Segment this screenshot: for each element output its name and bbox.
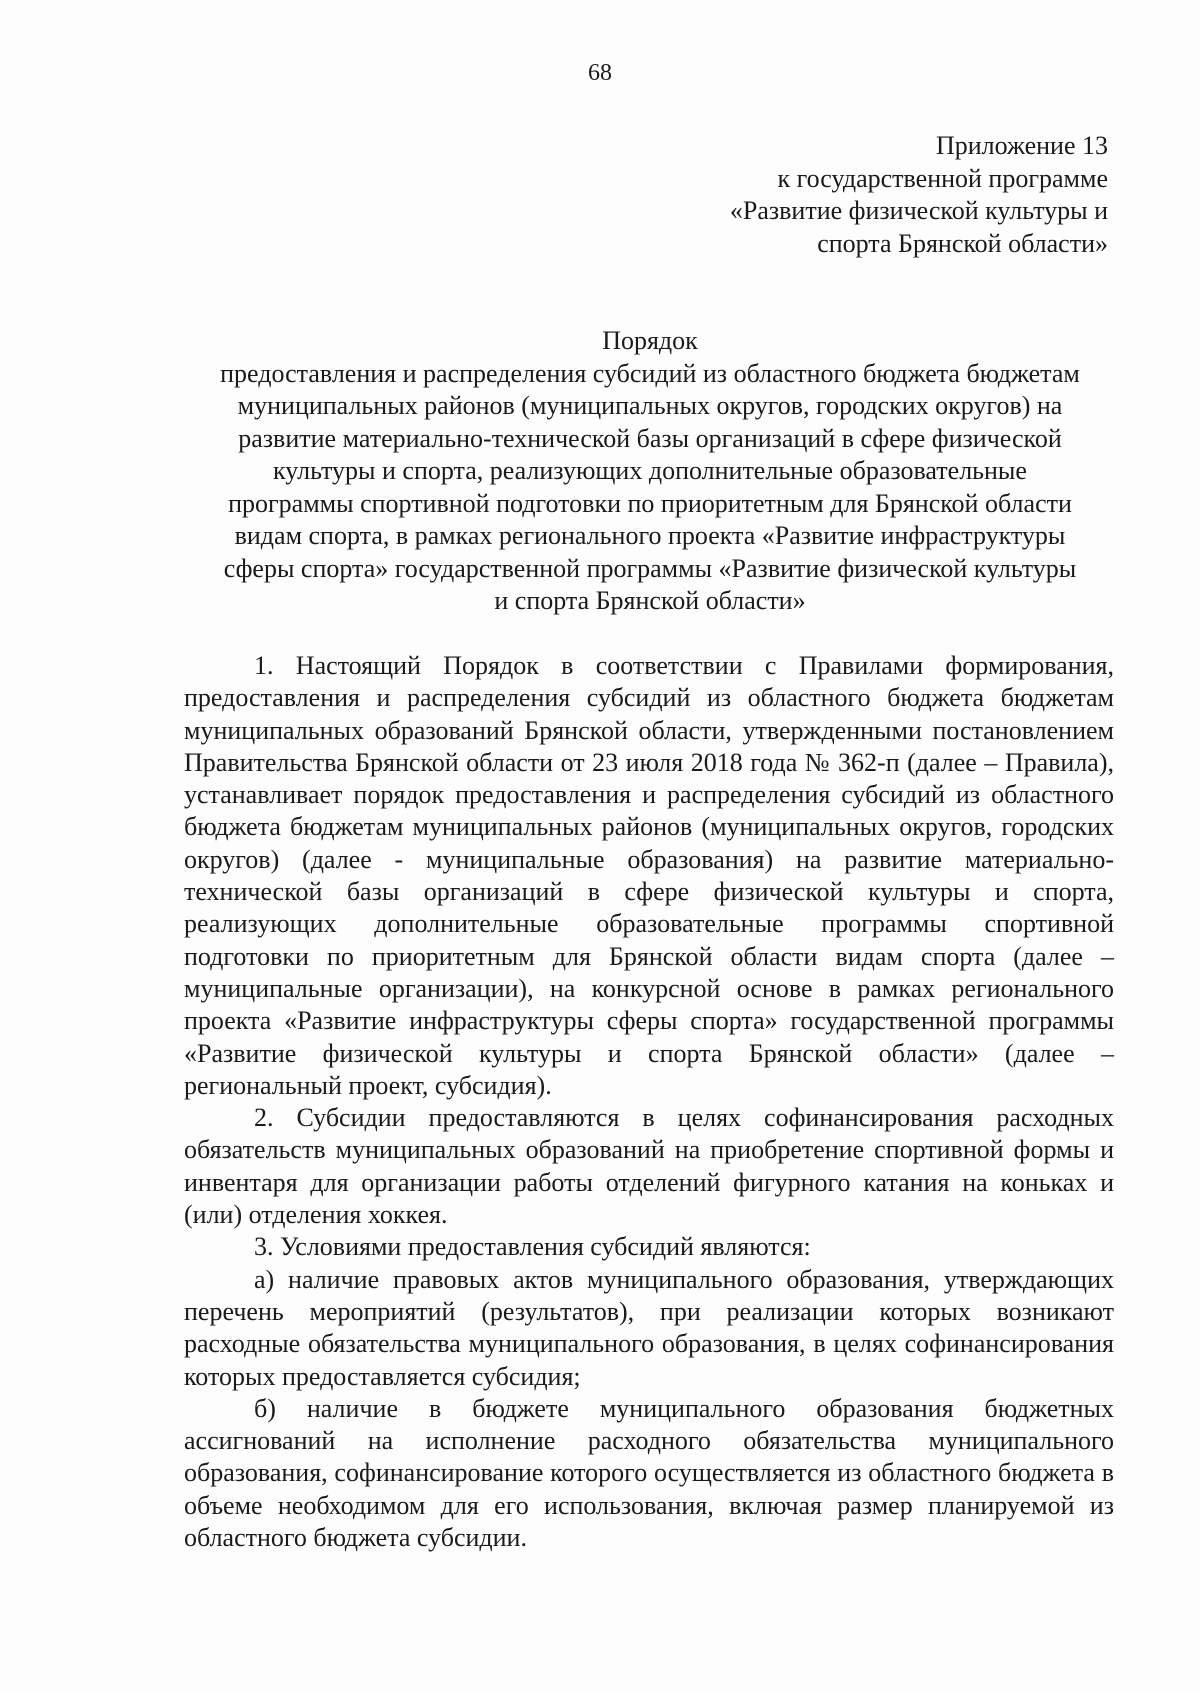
document-body	[184, 650, 1114, 1554]
page-number: 68	[588, 60, 612, 86]
paragraph-3: 3. Условиями предоставления субсидий являются:	[254, 1232, 811, 1262]
document-heading	[180, 325, 1120, 618]
heading-title: Порядок	[602, 326, 698, 355]
heading-line: видам спорта, в рамках регионального проекта «Развитие инфраструктуры	[234, 521, 1066, 550]
heading-line: культуры и спорта, реализующих дополнительные образовательные	[273, 456, 1027, 485]
paragraph-2: 2. Субсидии предоставляются в целях софинансирования расходных обязательств муниципальных образований на приобретение спортивной формы и инвентаря для организации работы отделений фигурного катания на коньках и (или) отделения хоккея.	[184, 1103, 1114, 1230]
appendix-note	[588, 130, 1108, 260]
paragraph-3b: б) наличие в бюджете муниципального образования бюджетных ассигнований на исполнение расходного обязательства муниципального образования, софинансирование которого осуществляется из областного бюджета в объеме необходимом для его использования, включая размер планируемой из областного бюджета субсидии.	[184, 1393, 1114, 1553]
appendix-line: к государственной программе	[777, 163, 1108, 193]
paragraph-1: 1. Настоящий Порядок в соответствии с Правилами формирования, предоставления и распределения субсидий из областного бюджета бюджетам муниципальных образований Брянской области, утвержденными постановлением Правительства Брянской области от 23 июля 2018 года № 362-п (далее – Правила), устанавливает порядок предоставления и распределения субсидий из областного бюджета бюджетам муниципальных районов (муниципальных округов, городских округов) (далее - муниципальные образования) на развитие материально-технической базы организаций в сфере физической культуры и спорта, реализующих дополнительные образовательные программы спортивной подготовки по приоритетным для Брянской области видам спорта (далее – муниципальные организации), на конкурсной основе в рамках регионального проекта «Развитие инфраструктуры сферы спорта» государственной программы «Развитие физической культуры и спорта Брянской области» (далее – региональный проект, субсидия).	[184, 651, 1114, 1100]
heading-line: сферы спорта» государственной программы «Развитие физической культуры	[223, 553, 1077, 583]
heading-line: развитие материально-технической базы организаций в сфере физической	[238, 423, 1062, 453]
heading-line: и спорта Брянской области»	[494, 586, 806, 615]
paragraph-3a: а) наличие правовых актов муниципального образования, утверждающих перечень мероприятий (результатов), при реализации которых возникают расходные обязательства муниципального образования, в целях софинансирования которых предоставляется субсидия;	[184, 1264, 1114, 1391]
heading-line: предоставления и распределения субсидий из областного бюджета бюджетам	[220, 358, 1080, 388]
appendix-line: «Развитие физической культуры и	[729, 196, 1108, 225]
heading-line: муниципальных районов (муниципальных округов, городских округов) на	[237, 391, 1063, 420]
appendix-line: Приложение 13	[935, 131, 1108, 160]
heading-line: программы спортивной подготовки по приоритетным для Брянской области	[228, 488, 1072, 518]
appendix-line: спорта Брянской области»	[817, 228, 1108, 258]
